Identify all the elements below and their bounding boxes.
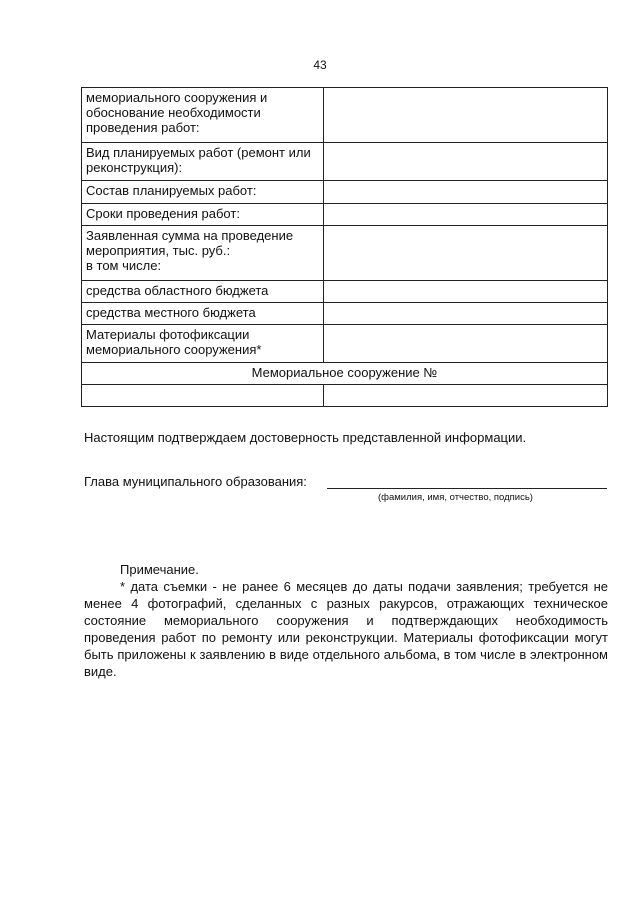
table-row <box>82 325 608 363</box>
including-text: в том числе: <box>86 258 162 273</box>
signature-label: Глава муниципального образования: <box>84 474 307 489</box>
row-value-photo-materials <box>324 325 608 363</box>
row-value-regional-budget <box>324 281 608 303</box>
table-row <box>82 281 608 303</box>
application-form-table <box>81 87 608 407</box>
table-row <box>82 385 608 407</box>
row-value-work-composition <box>324 181 608 204</box>
row-value-justification <box>324 88 608 143</box>
row-label-requested-amount <box>82 226 324 281</box>
signature-caption: (фамилия, имя, отчество, подпись) <box>378 492 533 503</box>
row-value-work-type <box>324 143 608 181</box>
note-body: * дата съемки - не ранее 6 месяцев до даты подачи заявления; требуется не менее 4 фотографий, сделанных с разных ракурсов, отражающих техническое состояние мемориального сооружения и подтверждающих необходимость проведения работ по ремонту или реконструкции. Материалы фотофиксации могут быть приложены к заявлению в виде отдельного альбома, в том числе в электронном виде. <box>84 579 608 679</box>
table-row <box>82 88 608 143</box>
requested-amount-text: Заявленная сумма на проведение мероприятия, тыс. руб.: <box>86 228 294 258</box>
row-label-justification: мемориального сооружения и обоснование необходимости проведения работ: <box>82 88 324 143</box>
page-number: 43 <box>313 58 327 72</box>
empty-row-value <box>324 385 608 407</box>
table-row <box>82 363 608 385</box>
row-value-local-budget <box>324 303 608 325</box>
row-label-work-type: Вид планируемых работ (ремонт или реконструкция): <box>82 143 324 181</box>
section-header-memorial: Мемориальное сооружение № <box>82 363 608 385</box>
table-row <box>82 226 608 281</box>
table-row <box>82 143 608 181</box>
row-label-work-composition: Состав планируемых работ: <box>82 181 324 204</box>
table-row <box>82 204 608 226</box>
row-label-photo-materials: Материалы фотофиксации мемориального сооружения* <box>82 325 324 363</box>
row-label-work-period: Сроки проведения работ: <box>82 204 324 226</box>
confirmation-text: Настоящим подтверждаем достоверность представленной информации. <box>84 430 527 445</box>
table-row <box>82 303 608 325</box>
row-label-local-budget: средства местного бюджета <box>82 303 324 325</box>
note-title: Примечание. <box>120 562 199 577</box>
signature-line <box>327 488 607 489</box>
row-label-regional-budget: средства областного бюджета <box>82 281 324 303</box>
empty-row-label <box>82 385 324 407</box>
row-value-requested-amount <box>324 226 608 281</box>
table-row <box>82 181 608 204</box>
row-value-work-period <box>324 204 608 226</box>
